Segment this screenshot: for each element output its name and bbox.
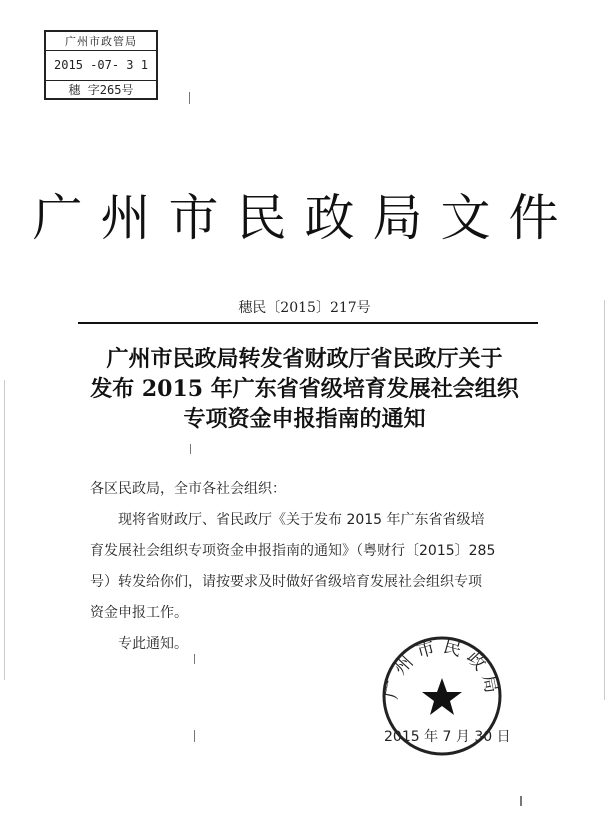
seal-text: 广州市民政局: [380, 635, 504, 701]
org-title: 广州市民政局文件: [32, 189, 577, 247]
scan-mark: [189, 92, 190, 104]
scan-mark: [604, 300, 605, 700]
paragraph-line: 现将省财政厅、省民政厅《关于发布 2015 年广东省省级培: [118, 512, 485, 528]
notice-body: [90, 474, 530, 660]
signature-date: 2015 年 7 月 30 日: [384, 729, 511, 745]
salutation: 各区民政局，全市各社会组织：: [90, 481, 286, 497]
headline-line: 广州市民政局转发省财政厅省民政厅关于: [106, 346, 503, 372]
receipt-stamp-org: 广州市政管局: [46, 34, 156, 51]
document-number: 穗民〔2015〕217号: [238, 300, 371, 316]
scan-mark: [4, 380, 5, 680]
scan-mark: [520, 796, 522, 806]
headline-line: 专项资金申报指南的通知: [183, 406, 426, 432]
scan-mark: [190, 444, 191, 454]
star-icon: [422, 678, 462, 715]
headline-line: 发布 2015 年广东省省级培育发展社会组织: [90, 376, 519, 402]
receipt-stamp-number: 穗 字265号: [46, 80, 156, 99]
paragraph-line: 育发展社会组织专项资金申报指南的通知》（粤财行〔2015〕285: [90, 543, 496, 559]
receipt-stamp: [44, 30, 158, 100]
scan-mark: [194, 730, 195, 742]
closing-line: 专此通知。: [118, 636, 188, 652]
paragraph-line: 资金申报工作。: [90, 605, 188, 621]
header-divider: [78, 322, 538, 324]
scan-mark: [194, 654, 195, 664]
receipt-stamp-date: 2015 -07- 3 1: [54, 58, 148, 72]
paragraph-line: 号）转发给你们，请按要求及时做好省级培育发展社会组织专项: [90, 574, 482, 590]
notice-headline: [0, 344, 609, 434]
